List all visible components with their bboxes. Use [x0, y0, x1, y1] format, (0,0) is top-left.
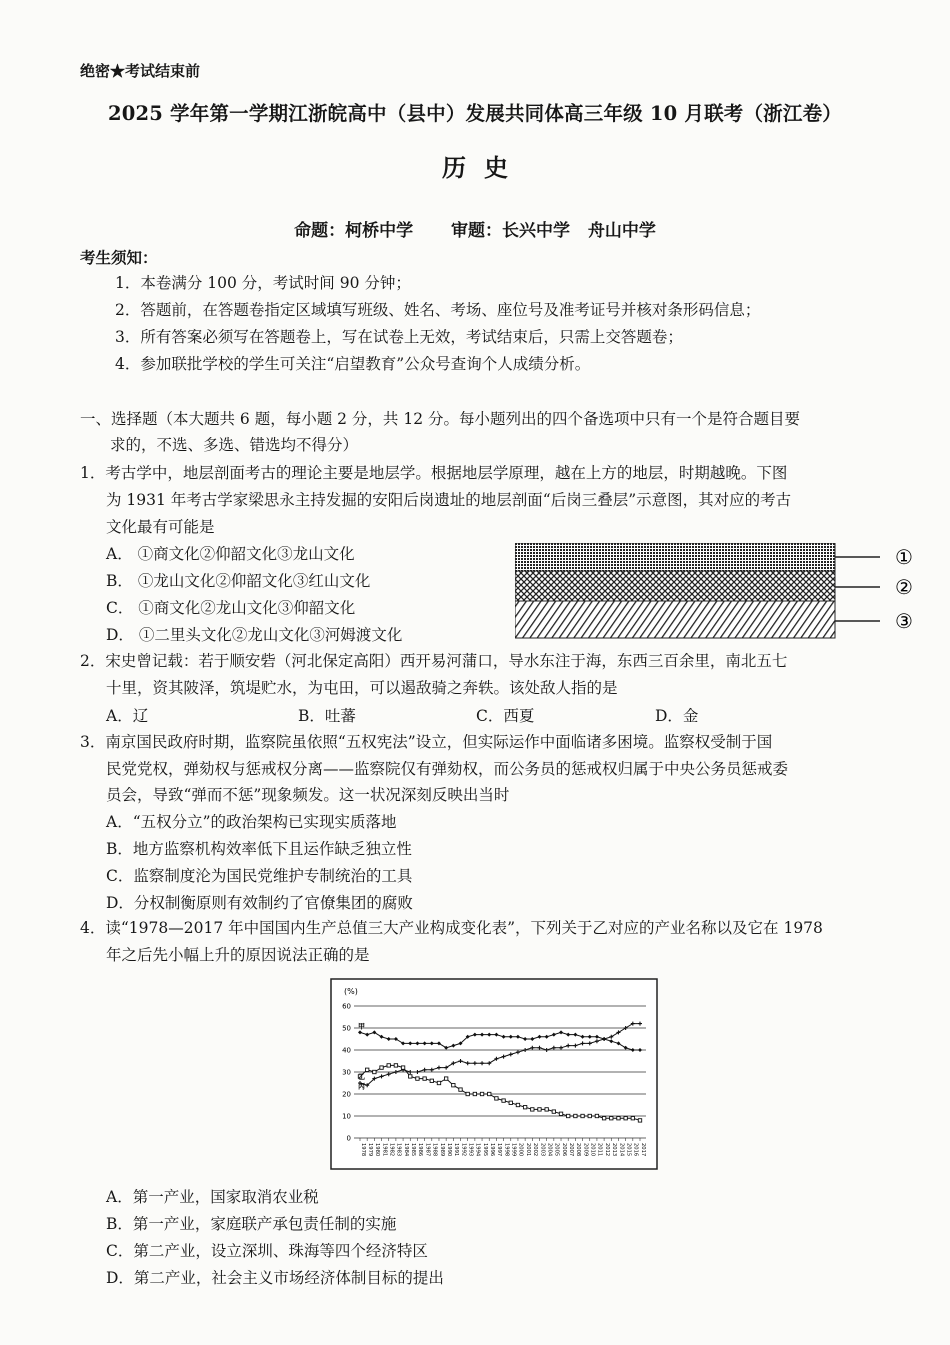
x-tick-label: 1978 [359, 1143, 366, 1157]
q1-stem: 为 1931 年考古学家梁思永主持发掘的安阳后岗遗址的地层剖面“后岗三叠层”示意图，其对应的考古 [106, 491, 792, 509]
data-point [523, 1106, 526, 1109]
x-tick-label: 2002 [532, 1143, 539, 1157]
q2-option-d: D．金 [655, 707, 699, 725]
data-point [610, 1117, 613, 1120]
q4-option-d: D．第二产业，社会主义市场经济体制目标的提出 [106, 1269, 444, 1287]
x-tick-label: 1994 [474, 1143, 481, 1157]
data-point [416, 1077, 419, 1080]
data-point [459, 1088, 462, 1091]
data-point [473, 1092, 476, 1095]
q3-stem: 民党党权，弹劾权与惩戒权分离——监察院仅有弹劾权，而公务员的惩戒权归属于中央公务员惩戒委 [106, 760, 789, 778]
y-axis-label: (%) [344, 987, 358, 996]
data-point [401, 1066, 404, 1069]
author-label: 命题：柯桥中学 [294, 221, 414, 241]
data-point [409, 1075, 412, 1078]
industry-structure-chart [330, 978, 658, 1170]
data-point [617, 1117, 620, 1120]
q1-option-d: D． ①二里头文化②龙山文化③河姆渡文化 [106, 626, 403, 644]
notice-heading: 考生须知： [80, 248, 158, 267]
x-tick-label: 2000 [517, 1143, 524, 1157]
x-tick-label: 1987 [424, 1143, 431, 1157]
q1-option-b: B． ①龙山文化②仰韶文化③红山文化 [106, 572, 371, 590]
x-tick-label: 2001 [524, 1143, 531, 1157]
data-point [495, 1097, 498, 1100]
data-point [502, 1099, 505, 1102]
x-tick-label: 2017 [639, 1143, 646, 1157]
x-tick-label: 2016 [632, 1143, 639, 1157]
x-tick-label: 1999 [510, 1143, 517, 1157]
layer-label-1: ① [895, 545, 913, 569]
reviewer-label: 审题：长兴中学 [451, 221, 570, 241]
y-tick-label: 10 [342, 1112, 351, 1121]
data-point [595, 1114, 598, 1117]
x-tick-label: 2009 [582, 1143, 589, 1157]
data-point [531, 1108, 534, 1111]
x-tick-label: 1989 [438, 1143, 445, 1157]
x-tick-label: 1996 [489, 1143, 496, 1157]
data-point [452, 1084, 455, 1087]
x-tick-label: 2012 [603, 1143, 610, 1157]
x-tick-label: 1981 [381, 1143, 388, 1157]
data-point [574, 1114, 577, 1117]
q4-stem: 4．读“1978—2017 年中国国内生产总值三大产业构成变化表”，下列关于乙对应的产业名称以及它在 1978 [80, 919, 823, 937]
q2-stem: 十里，资其陂泽，筑堤贮水，为屯田，可以遏敌骑之奔轶。该处敌人指的是 [106, 679, 618, 697]
data-point [466, 1092, 469, 1095]
layer-label-2: ② [895, 575, 913, 599]
y-tick-label: 50 [342, 1024, 351, 1033]
q4-option-c: C．第二产业，设立深圳、珠海等四个经济特区 [106, 1242, 428, 1260]
x-tick-label: 2013 [611, 1143, 618, 1157]
secret-mark: 绝密★考试结束前 [80, 62, 201, 80]
q4-option-a: A．第一产业，国家取消农业税 [106, 1188, 319, 1206]
q2-stem: 2．宋史曾记载：若于顺安砦（河北保定高阳）西开易河蒲口，导水东注于海，东西三百余里，南北五七 [80, 652, 788, 670]
stratum-2 [515, 571, 835, 601]
y-tick-label: 20 [342, 1090, 351, 1099]
x-tick-label: 1992 [460, 1143, 467, 1157]
stratum-3 [515, 601, 835, 638]
authors-line [0, 216, 950, 241]
data-point [559, 1112, 562, 1115]
subject-title: 历史 [442, 153, 526, 182]
q1-option-a: A． ①商文化②仰韶文化③龙山文化 [106, 545, 355, 563]
q1-stem: 1．考古学中，地层剖面考古的理论主要是地层学。根据地层学原理，越在上方的地层，时期越晚。下图 [80, 464, 788, 482]
q4-stem: 年之后先小幅上升的原因说法正确的是 [106, 946, 370, 964]
x-tick-label: 1984 [402, 1143, 409, 1157]
notice-item: 1．本卷满分 100 分，考试时间 90 分钟； [115, 274, 411, 292]
notice-item: 3．所有答案必须写在答题卷上，写在试卷上无效，考试结束后，只需上交答题卷； [115, 328, 683, 346]
x-tick-label: 2015 [625, 1143, 632, 1157]
series-name-label: 乙 [358, 1072, 365, 1081]
data-point [444, 1077, 447, 1080]
x-tick-label: 2007 [568, 1143, 575, 1157]
q3-option-d: D．分权制衡原则有效制约了官僚集团的腐败 [106, 894, 413, 912]
data-point [480, 1092, 483, 1095]
notice-item: 4．参加联批学校的学生可关注“启望教育”公众号查询个人成绩分析。 [115, 355, 591, 373]
x-tick-label: 2010 [589, 1143, 596, 1157]
notice-item: 2．答题前，在答题卷指定区域填写班级、姓名、考场、座位号及准考证号并核对条形码信息； [115, 301, 761, 319]
reviewer2-label: 舟山中学 [587, 221, 656, 241]
data-point [545, 1108, 548, 1111]
q3-option-a: A．“五权分立”的政治架构已实现实质落地 [106, 813, 397, 831]
data-point [552, 1110, 555, 1113]
x-tick-label: 1982 [388, 1143, 395, 1157]
x-tick-label: 2003 [539, 1143, 546, 1157]
data-point [602, 1117, 605, 1120]
q3-option-b: B．地方监察机构效率低下且运作缺乏独立性 [106, 840, 412, 858]
data-point [387, 1064, 390, 1067]
x-tick-label: 2014 [618, 1143, 625, 1157]
section-heading-cont: 求的，不选、多选、错选均不得分） [110, 436, 359, 454]
data-point [631, 1117, 634, 1120]
q3-stem: 员会，导致“弹而不惩”现象频发。这一状况深刻反映出当时 [106, 786, 510, 804]
q2-option-b: B．吐蕃 [298, 707, 356, 725]
x-tick-label: 1986 [417, 1143, 424, 1157]
y-tick-label: 40 [342, 1046, 351, 1055]
data-point [624, 1117, 627, 1120]
q2-option-c: C．西夏 [476, 707, 535, 725]
x-tick-label: 1983 [395, 1143, 402, 1157]
data-point [394, 1064, 397, 1067]
data-point [437, 1081, 440, 1084]
data-point [373, 1070, 376, 1073]
data-point [516, 1103, 519, 1106]
data-point [365, 1068, 368, 1071]
y-tick-label: 0 [346, 1134, 351, 1143]
data-point [588, 1114, 591, 1117]
x-tick-label: 1990 [445, 1143, 452, 1157]
data-point [567, 1114, 570, 1117]
x-tick-label: 1980 [374, 1143, 381, 1157]
data-point [509, 1101, 512, 1104]
data-point [430, 1079, 433, 1082]
y-tick-label: 60 [342, 1002, 351, 1011]
q2-option-a: A．辽 [106, 707, 149, 725]
x-tick-label: 1979 [366, 1143, 373, 1157]
data-point [380, 1066, 383, 1069]
series-name-label: 丙 [358, 1081, 365, 1091]
x-tick-label: 1997 [496, 1143, 503, 1157]
x-tick-label: 1998 [503, 1143, 510, 1157]
y-tick-label: 30 [342, 1068, 351, 1077]
data-point [538, 1108, 541, 1111]
data-point [423, 1077, 426, 1080]
q3-option-c: C．监察制度沦为国民党维护专制统治的工具 [106, 867, 413, 885]
q1-stem: 文化最有可能是 [106, 518, 215, 536]
q4-option-b: B．第一产业，家庭联产承包责任制的实施 [106, 1215, 397, 1233]
series-name-label: 甲 [358, 1021, 365, 1031]
section-heading: 一、选择题（本大题共 6 题，每小题 2 分，共 12 分。每小题列出的四个备选项中只有一个是符合题目要 [80, 410, 801, 428]
data-point [638, 1119, 641, 1122]
x-tick-label: 1995 [481, 1143, 488, 1157]
x-tick-label: 2004 [546, 1143, 553, 1157]
stratum-1 [515, 543, 835, 571]
x-tick-label: 1985 [410, 1143, 417, 1157]
x-tick-label: 2008 [575, 1143, 582, 1157]
q3-stem: 3．南京国民政府时期，监察院虽依照“五权宪法”设立，但实际运作中面临诸多困境。监察权受制于国 [80, 733, 773, 751]
data-point [581, 1114, 584, 1117]
x-tick-label: 1988 [431, 1143, 438, 1157]
x-tick-label: 2005 [553, 1143, 560, 1157]
exam-title: 2025 学年第一学期江浙皖高中（县中）发展共同体高三年级 10 月联考（浙江卷） [108, 102, 842, 125]
x-tick-label: 2011 [596, 1143, 603, 1157]
x-tick-label: 1993 [467, 1143, 474, 1157]
strata-diagram [515, 543, 935, 640]
data-point [488, 1092, 491, 1095]
x-tick-label: 1991 [453, 1143, 460, 1157]
x-tick-label: 2006 [560, 1143, 567, 1157]
layer-label-3: ③ [895, 609, 913, 633]
q1-option-c: C． ①商文化②龙山文化③仰韶文化 [106, 599, 356, 617]
